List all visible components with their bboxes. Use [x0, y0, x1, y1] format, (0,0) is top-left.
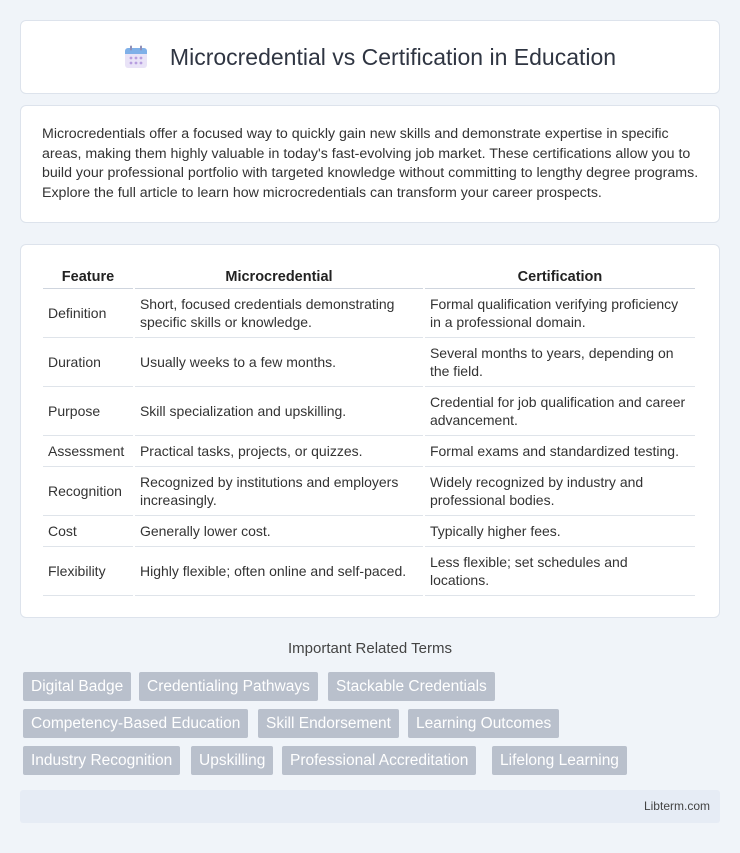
- tag-lifelong-learning[interactable]: Lifelong Learning: [492, 746, 627, 775]
- intro-card: [20, 105, 720, 223]
- table-cell-certification: Several months to years, depending on the field.: [425, 338, 695, 387]
- tag-credentialing-pathways[interactable]: Credentialing Pathways: [139, 672, 318, 701]
- tag-stackable-credentials[interactable]: Stackable Credentials: [328, 672, 495, 701]
- table-cell-feature: Cost: [43, 516, 133, 547]
- table-row: [43, 338, 695, 387]
- table-cell-microcredential: Usually weeks to a few months.: [135, 338, 423, 387]
- table-cell-certification: Formal qualification verifying proficiency in a professional domain.: [425, 289, 695, 338]
- table-cell-certification: Typically higher fees.: [425, 516, 695, 547]
- table-cell-feature: Assessment: [43, 436, 133, 467]
- table-row: [43, 547, 695, 596]
- table-row: [43, 467, 695, 516]
- header-card: [20, 20, 720, 94]
- tag-competency-based-education[interactable]: Competency-Based Education: [23, 709, 248, 738]
- table-cell-microcredential: Recognized by institutions and employers increasingly.: [135, 467, 423, 516]
- table-cell-feature: Definition: [43, 289, 133, 338]
- tag-learning-outcomes[interactable]: Learning Outcomes: [408, 709, 559, 738]
- table-cell-certification: Widely recognized by industry and professional bodies.: [425, 467, 695, 516]
- table-row: [43, 516, 695, 547]
- table-cell-feature: Recognition: [43, 467, 133, 516]
- tag-professional-accreditation[interactable]: Professional Accreditation: [282, 746, 476, 775]
- table-row: [43, 436, 695, 467]
- table-cell-microcredential: Skill specialization and upskilling.: [135, 387, 423, 436]
- table-cell-certification: Less flexible; set schedules and locations.: [425, 547, 695, 596]
- table-cell-microcredential: Short, focused credentials demonstrating specific skills or knowledge.: [135, 289, 423, 338]
- intro-text: Microcredentials offer a focused way to quickly gain new skills and demonstrate expertise in specific areas, making them highly valuable in today's fast-evolving job market. These certifications allow you to build your professional portfolio with targeted knowledge without committing to lengthy degree programs. Explore the full article to learn how microcredentials can transform your career prospects.: [42, 126, 699, 201]
- tag-skill-endorsement[interactable]: Skill Endorsement: [258, 709, 399, 738]
- table-cell-microcredential: Practical tasks, projects, or quizzes.: [135, 436, 423, 467]
- footer-brand-link[interactable]: Libterm.com: [643, 799, 710, 813]
- calendar-icon: [124, 45, 148, 69]
- related-terms-title: Important Related Terms: [288, 640, 452, 657]
- table-cell-feature: Flexibility: [43, 547, 133, 596]
- column-header-feature: Feature: [43, 267, 133, 289]
- column-header-microcredential: Microcredential: [135, 267, 423, 289]
- table-cell-certification: Credential for job qualification and career advancement.: [425, 387, 695, 436]
- table-cell-feature: Purpose: [43, 387, 133, 436]
- comparison-table-card: [20, 244, 720, 618]
- table-cell-microcredential: Highly flexible; often online and self-paced.: [135, 547, 423, 596]
- tag-industry-recognition[interactable]: Industry Recognition: [23, 746, 180, 775]
- table-row: [43, 387, 695, 436]
- table-cell-feature: Duration: [43, 338, 133, 387]
- footer: [20, 790, 720, 823]
- column-header-certification: Certification: [425, 267, 695, 289]
- comparison-table: [41, 267, 697, 596]
- table-row: [43, 289, 695, 338]
- table-cell-certification: Formal exams and standardized testing.: [425, 436, 695, 467]
- page-title: Microcredential vs Certification in Education: [169, 43, 617, 70]
- tag-digital-badge[interactable]: Digital Badge: [23, 672, 131, 701]
- table-cell-microcredential: Generally lower cost.: [135, 516, 423, 547]
- tag-upskilling[interactable]: Upskilling: [191, 746, 273, 775]
